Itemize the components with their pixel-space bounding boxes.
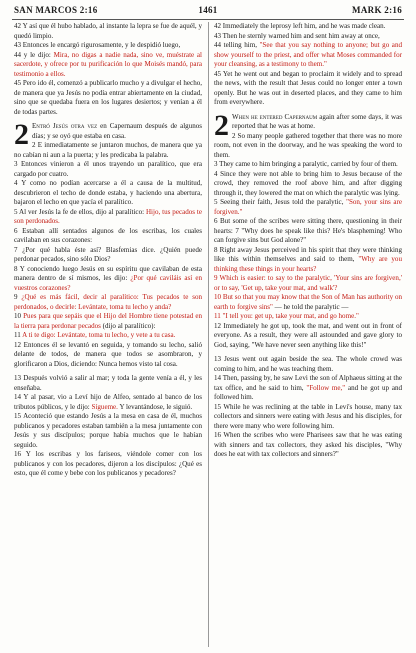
words-of-jesus: Mira, no digas a nadie nada, sino ve, muéstrate al sacerdote, y ofrece por tu purificación lo que Moisés mandó, para testimonio a ellos. bbox=[14, 50, 203, 78]
verse-2-6: 6 Estaban allí sentados algunos de los escribas, los cuales cavilaban en sus corazones: bbox=[14, 226, 202, 244]
verse-2-15: 15 While he was reclining at the table in Levi's house, many tax collectors and sinners were eating with Jesus and his disciples, for there were many who were following him. bbox=[214, 402, 402, 430]
verse-2-3: 3 Entonces vinieron a él unos trayendo un paralítico, que era cargado por cuatro. bbox=[14, 160, 202, 178]
verse-2-2: 2 E inmediatamente se juntaron muchos, de manera que ya no cabían ni aun a la puerta; y les predicaba la palabra. bbox=[14, 141, 202, 159]
verse-2-1: 2 Entró Jesús otra vez en Capernaum después de algunos días; y se oyó que estaba en casa. bbox=[14, 118, 203, 151]
verse-1-44: 44 y le dijo: Mira, no digas a nadie nada, sino ve, muéstrate al sacerdote, y ofrece por tu purificación lo que Moisés mandó, para testimonio a ellos. bbox=[14, 50, 203, 78]
verse-2-9: 9 ¿Qué es más fácil, decir al paralítico: Tus pecados te son perdonados, o decirle: Levántate, toma tu lecho y anda? bbox=[14, 293, 202, 311]
verse-2-14: 14 Then, passing by, he saw Levi the son of Alphaeus sitting at the tax office, and he said to him, "Follow me," and he got up and followed him. bbox=[214, 374, 403, 401]
verse-1-45: 45 Yet he went out and began to proclaim it widely and to spread the news, with the result that Jesus could no longer enter a town openly. But he was out in deserted places, and they came to him from everywhere. bbox=[214, 69, 402, 106]
verse-2-13: 13 Jesus went out again beside the sea. The whole crowd was coming to him, and he was teaching them. bbox=[214, 355, 402, 373]
words-of-jesus: Sígueme. bbox=[91, 402, 118, 411]
verse-2-8: 8 Y conociendo luego Jesús en su espíritu que cavilaban de esta manera dentro de sí mismos, les dijo: ¿Por qué caviláis así en vuestros corazones? bbox=[14, 264, 202, 292]
page-number: 1461 bbox=[198, 5, 218, 15]
words-of-jesus: Pues para que sepáis que el Hijo del Hombre tiene potestad en la tierra para perdonar pecados bbox=[14, 312, 202, 330]
words-of-jesus: 11 "I tell you: get up, take your mat, and go home." bbox=[214, 312, 359, 320]
verse-2-4: 4 Since they were not able to bring him to Jesus because of the crowd, they removed the roof above him, and after digging through it, they lowered the mat on which the paralytic was lying. bbox=[214, 169, 402, 197]
header-left: SAN MARCOS 2:16 bbox=[14, 5, 98, 15]
words-of-jesus: "Son, your sins are forgiven." bbox=[214, 198, 403, 216]
words-of-jesus: 10 But so that you may know that the Son of Man has authority on earth to forgive sins" bbox=[214, 293, 402, 311]
words-of-jesus: A ti te digo: Levántate, toma tu lecho, y vete a tu casa. bbox=[22, 331, 176, 339]
verse-2-2: 2 So many people gathered together that there was no more room, not even in the doorway, and he was speaking the word to them. bbox=[214, 131, 402, 159]
verse-1-43: 43 Then he sternly warned him and sent him away at once, bbox=[214, 31, 380, 40]
verse-2-15: 15 Aconteció que estando Jesús a la mesa en casa de él, muchos publicanos y pecadores estaban también a la mesa juntamente con Jesús y sus discípulos; porque había muchos que le habían seguido. bbox=[14, 412, 202, 449]
verse-2-16: 16 Y los escribas y los fariseos, viéndole comer con los publicanos y con los pecadores, dijeron a los discípulos: ¿Qué es esto, que él come y bebe con los publicanos y pecadores? bbox=[14, 450, 202, 477]
verse-2-9 bbox=[214, 274, 402, 293]
words-of-jesus: ¿Qué es más fácil, decir al paralítico: Tus pecados te son perdonados, o decirle: Levántate, toma tu lecho y anda? bbox=[14, 293, 202, 311]
verse-2-5: 5 Seeing their faith, Jesus told the paralytic, "Son, your sins are forgiven." bbox=[214, 198, 403, 216]
verse-1-42: 42 Y así que él hubo hablado, al instante la lepra se fue de aquél, y quedó limpio. bbox=[14, 22, 202, 40]
verse-1-45: 45 Pero ido él, comenzó a publicarlo mucho y a divulgar el hecho, de manera que ya Jesús no podía entrar abiertamente en la ciudad, sino que se quedaba fuera en los lugares desiertos; y venían a él de todas partes. bbox=[14, 79, 202, 116]
header-right: MARK 2:16 bbox=[352, 5, 402, 15]
chapter-number: 2 bbox=[14, 118, 29, 151]
verse-1-44: 44 telling him, "See that you say nothing to anyone; but go and show yourself to the priest, and offer what Moses commanded for your cleansing, as a testimony to them." bbox=[214, 41, 402, 68]
verse-2-3: 3 They came to him bringing a paralytic, carried by four of them. bbox=[214, 160, 398, 168]
verse-2-14: 14 Y al pasar, vio a Leví hijo de Alfeo, sentado al banco de los tributos públicos, y le dijo: Sígueme. Y levantándose, le siguió. bbox=[14, 393, 202, 411]
verse-2-10: 10 But so that you may know that the Son of Man has authority on earth to forgive sins" — he told the paralytic — bbox=[214, 293, 402, 311]
verse-2-1: 2 When he entered Capernaum again after some days, it was reported that he was at home. bbox=[214, 108, 402, 142]
words-of-jesus: Hijo, tus pecados te son perdonados. bbox=[14, 207, 202, 225]
verse-2-7: 7 ¿Por qué habla éste así? Blasfemias dice. ¿Quién puede perdonar pecados, sino sólo Dios? bbox=[14, 245, 202, 263]
verse-2-10: 10 Pues para que sepáis que el Hijo del Hombre tiene potestad en la tierra para perdonar pecados (dijo al paralítico): bbox=[14, 312, 202, 330]
chapter-number: 2 bbox=[214, 108, 229, 142]
english-column bbox=[214, 22, 402, 460]
header-rule bbox=[12, 19, 404, 20]
words-of-jesus: "Follow me," bbox=[306, 383, 346, 392]
words-of-jesus: "See that you say nothing to anyone; but go and show yourself to the priest, and offer what Moses commanded for your cleansing, as a testimony to them." bbox=[214, 41, 402, 68]
verse-2-8: 8 Right away Jesus perceived in his spirit that they were thinking like this within themselves and said to them, "Why are you thinking these things in your hearts? bbox=[214, 245, 402, 273]
verse-2-13: 13 Después volvió a salir al mar; y toda la gente venía a él, y les enseñaba. bbox=[14, 374, 202, 392]
column-divider bbox=[208, 22, 209, 647]
verse-2-11: 11 A ti te digo: Levántate, toma tu lecho, y vete a tu casa. bbox=[14, 331, 176, 339]
verse-2-12: 12 Entonces él se levantó en seguida, y tomando su lecho, salió delante de todos, de manera que todos se asombraron, y glorificaron a Dios, diciendo: Nunca hemos visto tal cosa. bbox=[14, 340, 202, 368]
verse-2-6: 6 But some of the scribes were sitting there, questioning in their hearts: 7 "Why does he speak like this? He's blaspheming! Who can forgive sins but God alone?" bbox=[214, 217, 402, 244]
verse-2-12: 12 Immediately he got up, took the mat, and went out in front of everyone. As a result, they were all astounded and gave glory to God, saying, "We have never seen anything like this!" bbox=[214, 321, 402, 349]
verse-2-4: 4 Y como no podían acercarse a él a causa de la multitud, descubrieron el techo de donde estaba, y haciendo una abertura, bajaron el lecho en que yacía el paralítico. bbox=[14, 179, 202, 206]
verse-2-16: 16 When the scribes who were Pharisees saw that he was eating with sinners and tax collectors, they asked his disciples, "Why does he eat with tax collectors and sinners?" bbox=[214, 431, 402, 458]
verse-2-11 bbox=[214, 312, 402, 322]
words-of-jesus: ¿Por qué caviláis así en vuestros corazones? bbox=[14, 274, 202, 292]
verse-1-43: 43 Entonces le encargó rigurosamente, y le despidió luego, bbox=[14, 41, 181, 49]
words-of-jesus: "Why are you thinking these things in your hearts? bbox=[214, 255, 402, 273]
verse-1-42: 42 Immediately the leprosy left him, and he was made clean. bbox=[214, 22, 386, 30]
verse-2-5: 5 Al ver Jesús la fe de ellos, dijo al paralítico: Hijo, tus pecados te son perdonados. bbox=[14, 207, 202, 225]
words-of-jesus: 9 Which is easier: to say to the paralytic, 'Your sins are forgiven,' or to say, 'Get up, take your mat, and walk'? bbox=[214, 274, 402, 292]
spanish-column bbox=[14, 22, 202, 479]
running-header bbox=[14, 5, 402, 19]
